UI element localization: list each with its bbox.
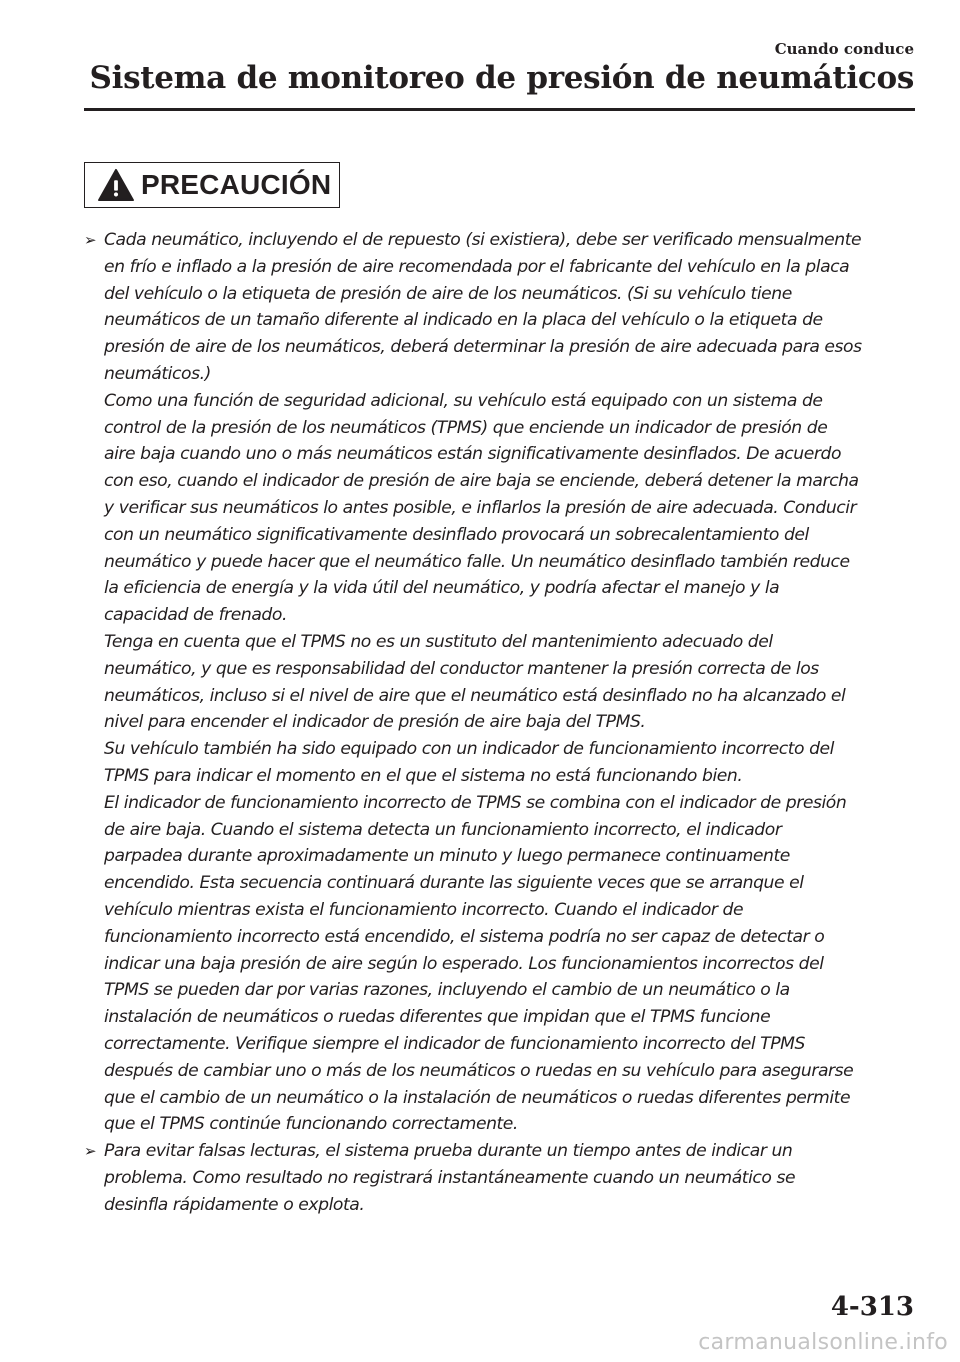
header-divider — [84, 108, 915, 111]
text-line: Como una función de seguridad adicional, su vehículo está equipado con un sistema de — [104, 390, 823, 411]
text-line: indicar una baja presión de aire según lo esperado. Los funcionamientos incorrectos del — [104, 953, 824, 974]
text-line: control de la presión de los neumáticos (TPMS) que enciende un indicador de presión de — [104, 417, 828, 438]
text-line: capacidad de frenado. — [104, 605, 287, 626]
text-line: con un neumático significativamente desinflado provocará un sobrecalentamiento del — [104, 524, 809, 545]
text-line: neumático, y que es responsabilidad del conductor mantener la presión correcta de los — [104, 658, 819, 679]
text-line: correctamente. Verifique siempre el indicador de funcionamiento incorrecto del TPMS — [104, 1033, 805, 1054]
caution-content — [84, 227, 920, 1218]
text-line: problema. Como resultado no registrará instantáneamente cuando un neumático se — [104, 1167, 796, 1188]
text-line: con eso, cuando el indicador de presión de aire baja se enciende, deberá detener la marcha — [104, 471, 859, 492]
text-line: después de cambiar uno o más de los neumáticos o ruedas en su vehículo para asegurarse — [104, 1060, 854, 1081]
text-line: neumáticos de un tamaño diferente al indicado en la placa del vehículo o la etiqueta de — [104, 310, 823, 331]
text-line: instalación de neumáticos o ruedas diferentes que impidan que el TPMS funcione — [104, 1007, 771, 1028]
watermark: carmanualsonline.info — [698, 1330, 948, 1355]
text-line: Tenga en cuenta que el TPMS no es un sustituto del mantenimiento adecuado del — [104, 631, 773, 652]
text-line: Cada neumático, incluyendo el de repuesto (si existiera), debe ser verificado mensualmente — [104, 230, 862, 250]
text-line: TPMS para indicar el momento en el que el sistema no está funcionando bien. — [104, 765, 743, 786]
text-line: parpadea durante aproximadamente un minuto y luego permanece continuamente — [104, 846, 790, 867]
page-number: 4-313 — [830, 1292, 914, 1322]
text-line: funcionamiento incorrecto está encendido, el sistema podría no ser capaz de detectar o — [104, 926, 825, 947]
page-title: Sistema de monitoreo de presión de neumáticos — [89, 60, 914, 96]
warning-triangle-icon — [97, 168, 135, 202]
text-line: El indicador de funcionamiento incorrecto de TPMS se combina con el indicador de presión — [104, 792, 847, 813]
text-line: que el cambio de un neumático o la instalación de neumáticos o ruedas diferentes permite — [104, 1087, 851, 1108]
text-line: de aire baja. Cuando el sistema detecta un funcionamiento incorrecto, el indicador — [104, 819, 782, 840]
text-line: neumático y puede hacer que el neumático falle. Un neumático desinflado también reduce — [104, 551, 850, 572]
bullet-item — [84, 227, 920, 1138]
text-line: neumáticos.) — [104, 363, 211, 384]
text-line: nivel para encender el indicador de presión de aire baja del TPMS. — [104, 712, 646, 733]
caution-label: PRECAUCIÓN — [141, 169, 332, 200]
caution-box — [84, 162, 340, 208]
text-line: TPMS se pueden dar por varias razones, incluyendo el cambio de un neumático o la — [104, 980, 790, 1001]
text-line: vehículo mientras exista el funcionamiento incorrecto. Cuando el indicador de — [104, 899, 744, 920]
text-line: encendido. Esta secuencia continuará durante las siguiente veces que se arranque el — [104, 873, 804, 894]
text-line: Para evitar falsas lecturas, el sistema prueba durante un tiempo antes de indicar un — [104, 1141, 793, 1162]
text-line: del vehículo o la etiqueta de presión de aire de los neumáticos. (Si su vehículo tiene — [104, 283, 792, 304]
bullet-item — [84, 1138, 920, 1218]
text-line: Su vehículo también ha sido equipado con un indicador de funcionamiento incorrecto del — [104, 739, 834, 760]
text-line: y verificar sus neumáticos lo antes posible, e inflarlos la presión de aire adecuada. Conducir — [104, 497, 857, 518]
text-line: aire baja cuando uno o más neumáticos están significativamente desinflados. De acuerdo — [104, 444, 842, 465]
bullet-arrow-icon: ➢ — [84, 1142, 97, 1161]
bullet-arrow-icon: ➢ — [84, 231, 97, 249]
text-line: en frío e inflado a la presión de aire recomendada por el fabricante del vehículo en la placa — [104, 256, 850, 277]
text-line: desinfla rápidamente o explota. — [104, 1194, 365, 1215]
section-title: Cuando conduce — [774, 40, 914, 58]
text-line: presión de aire de los neumáticos, deberá determinar la presión de aire adecuada para esos — [104, 337, 862, 358]
text-line: que el TPMS continúe funcionando correctamente. — [104, 1114, 518, 1135]
text-line: neumáticos, incluso si el nivel de aire que el neumático está desinflado no ha alcanzado el — [104, 685, 846, 706]
text-line: la eficiencia de energía y la vida útil del neumático, y podría afectar el manejo y la — [104, 578, 780, 599]
